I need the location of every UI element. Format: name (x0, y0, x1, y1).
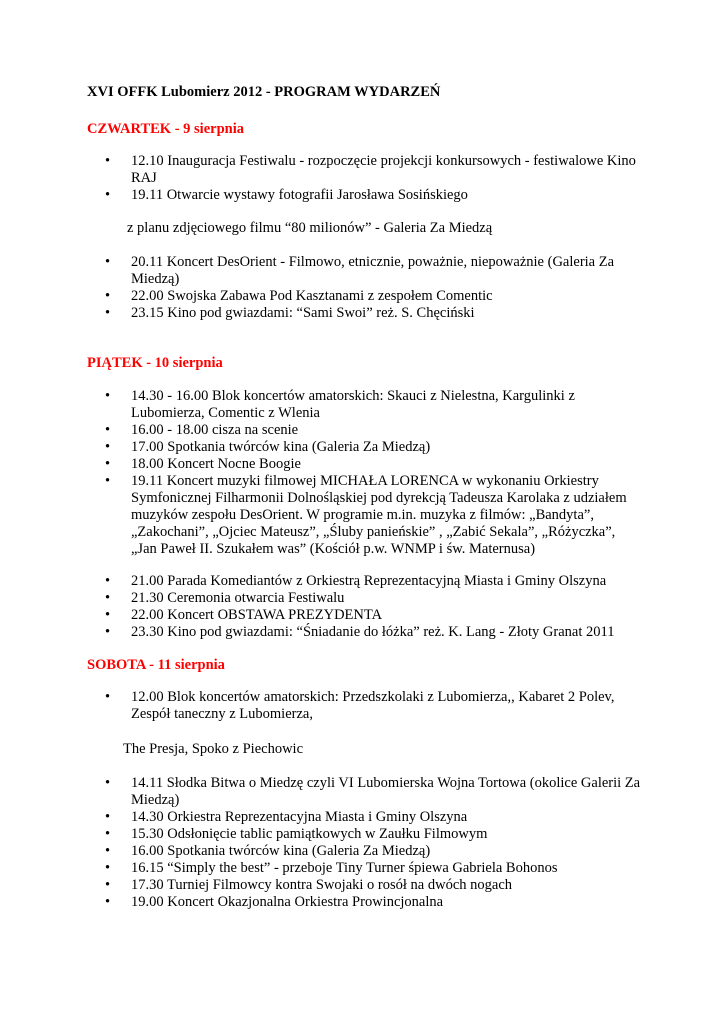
list-item: • 12.00 Blok koncertów amatorskich: Przedszkolaki z Lubomierza,, Kabaret 2 Polev, Zespół taneczny z Lubomierza, (0, 689, 641, 723)
event-list-thursday-2 (0, 254, 724, 322)
event-list-saturday-2 (0, 775, 724, 911)
continuation-text-saturday: The Presja, Spoko z Piechowic (123, 741, 304, 757)
list-item: • 14.30 - 16.00 Blok koncertów amatorskich: Skauci z Nielestna, Kargulinki z Lubomierza, Comentic z Wlenia (0, 388, 641, 422)
continuation-text-thursday: z planu zdjęciowego filmu “80 milionów” - Galeria Za Miedzą (127, 220, 493, 236)
list-item: • 16.15 “Simply the best” - przeboje Tiny Turner śpiewa Gabriela Bohonos (0, 860, 641, 877)
list-item: • 19.00 Koncert Okazjonalna Orkiestra Prowincjonalna (0, 894, 641, 911)
list-item: • 23.15 Kino pod gwiazdami: “Sami Swoi” reż. S. Chęciński (0, 305, 641, 322)
list-item: • 15.30 Odsłonięcie tablic pamiątkowych w Zaułku Filmowym (0, 826, 641, 843)
list-item: • 17.30 Turniej Filmowcy kontra Swojaki o rosół na dwóch nogach (0, 877, 641, 894)
event-list-saturday-1 (0, 689, 724, 723)
event-list-thursday-1 (0, 153, 724, 204)
event-list-friday-2 (0, 573, 724, 641)
list-item: • 16.00 - 18.00 cisza na scenie (0, 422, 641, 439)
list-item: • 14.30 Orkiestra Reprezentacyjna Miasta i Gminy Olszyna (0, 809, 641, 826)
list-item: • 21.00 Parada Komediantów z Orkiestrą Reprezentacyjną Miasta i Gminy Olszyna (0, 573, 641, 590)
list-item: • 22.00 Swojska Zabawa Pod Kasztanami z zespołem Comentic (0, 288, 641, 305)
day-heading-thursday: CZWARTEK - 9 sierpnia (87, 121, 244, 137)
list-item: • 16.00 Spotkania twórców kina (Galeria Za Miedzą) (0, 843, 641, 860)
event-list-friday-1 (0, 388, 724, 558)
day-heading-friday: PIĄTEK - 10 sierpnia (87, 355, 223, 371)
list-item: • 20.11 Koncert DesOrient - Filmowo, etnicznie, poważnie, niepoważnie (Galeria Za Miedzą) (0, 254, 641, 288)
day-heading-saturday: SOBOTA - 11 sierpnia (87, 657, 225, 673)
list-item: • 19.11 Otwarcie wystawy fotografii Jarosława Sosińskiego (0, 187, 641, 204)
list-item: • 23.30 Kino pod gwiazdami: “Śniadanie do łóżka” reż. K. Lang - Złoty Granat 2011 (0, 624, 641, 641)
list-item: • 12.10 Inauguracja Festiwalu - rozpoczęcie projekcji konkursowych - festiwalowe Kino RAJ (0, 153, 641, 187)
document-title: XVI OFFK Lubomierz 2012 - PROGRAM WYDARZEŃ (87, 84, 441, 100)
list-item: • 18.00 Koncert Nocne Boogie (0, 456, 641, 473)
list-item: • 22.00 Koncert OBSTAWA PREZYDENTA (0, 607, 641, 624)
list-item: • 14.11 Słodka Bitwa o Miedzę czyli VI Lubomierska Wojna Tortowa (okolice Galerii Za Miedzą) (0, 775, 641, 809)
list-item: • 17.00 Spotkania twórców kina (Galeria Za Miedzą) (0, 439, 641, 456)
list-item: • 19.11 Koncert muzyki filmowej MICHAŁA LORENCA w wykonaniu Orkiestry Symfonicznej Filharmonii Dolnośląskiej pod dyrekcją Tadeusza Karolaka z udziałem muzyków zespołu DesOrient. W programie m.in. muzyka z filmów: „Bandyta”, „Zakochani”, „Ojciec Mateusz”, „Śluby panieńskie” , „Zabić Sekala”, „Różyczka”, „Jan Paweł II. Szukałem was” (Kościół p.w. WNMP i św. Maternusa) (0, 473, 641, 558)
list-item: • 21.30 Ceremonia otwarcia Festiwalu (0, 590, 641, 607)
